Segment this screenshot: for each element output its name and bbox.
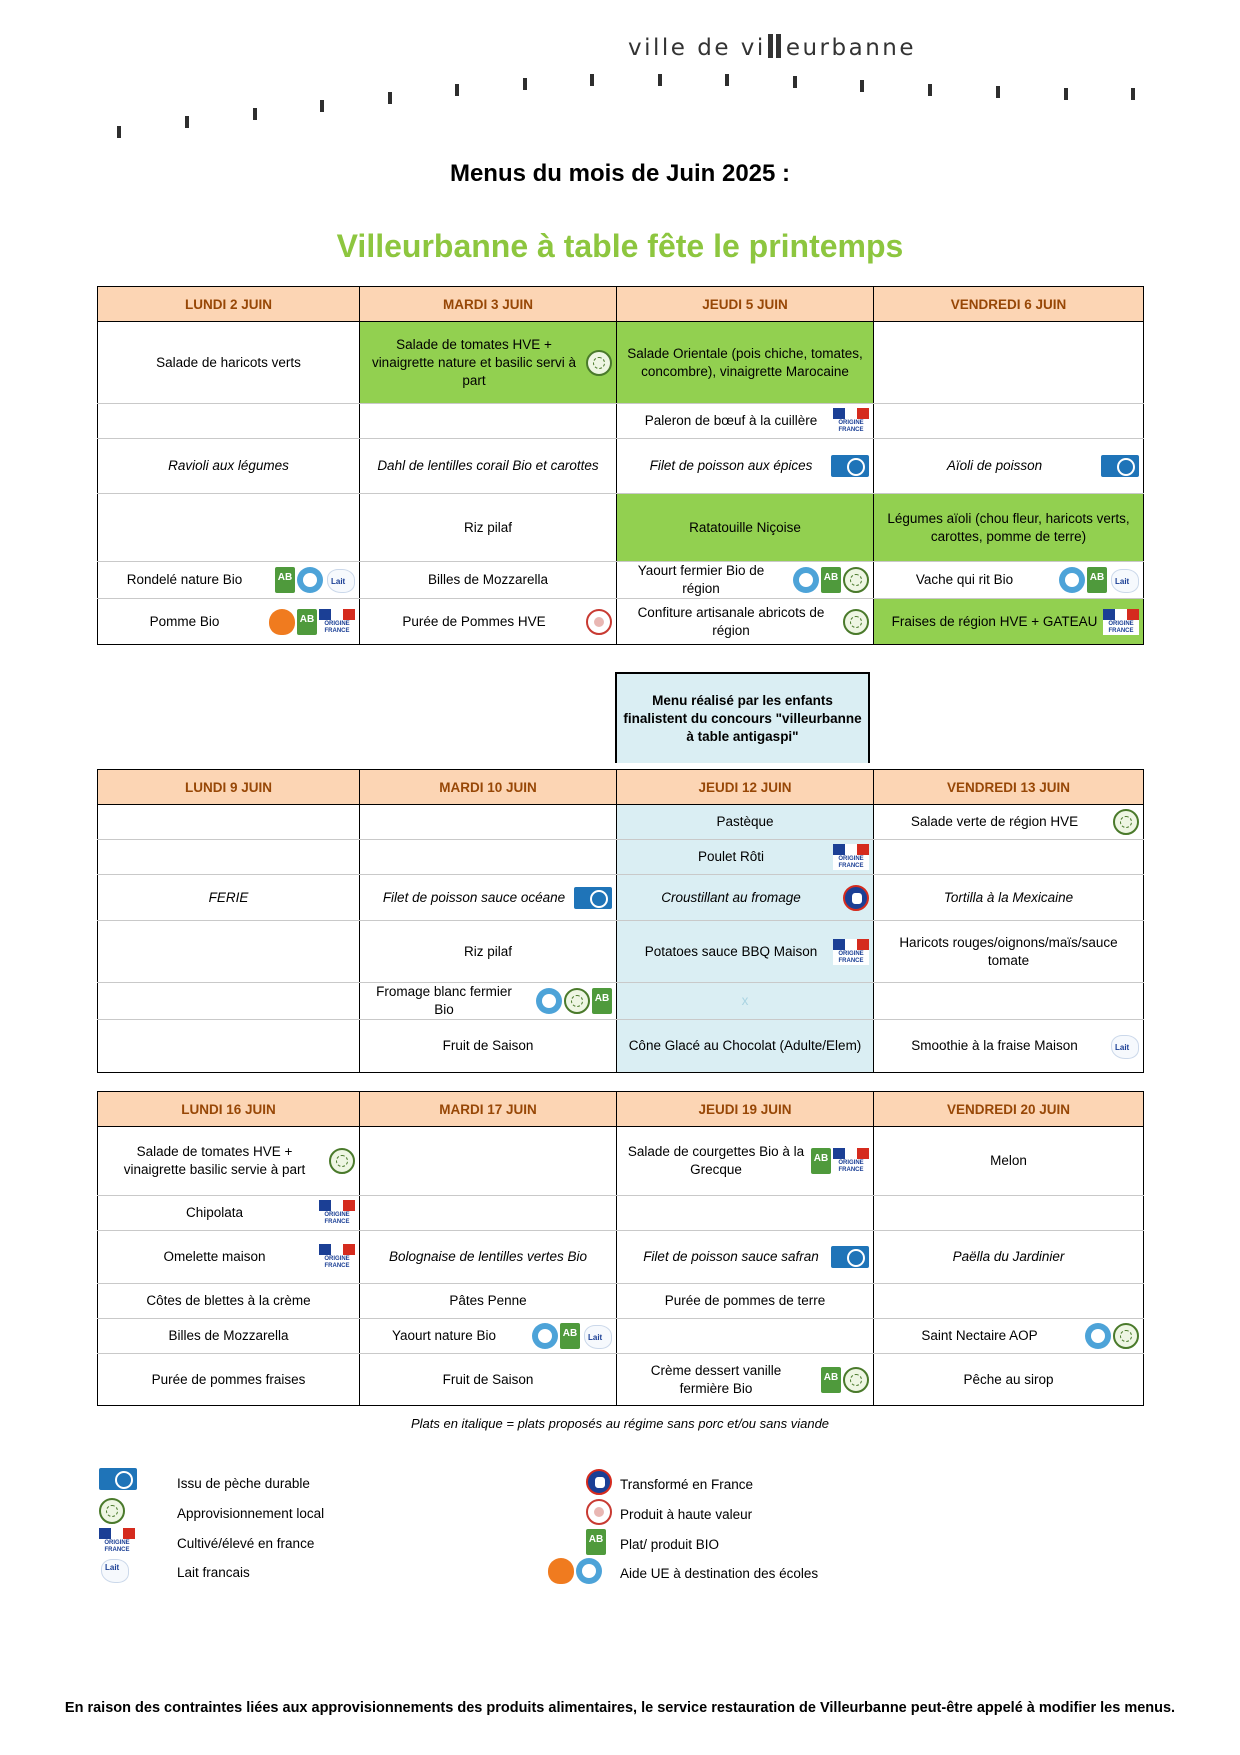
menu-cell: [360, 404, 617, 439]
dish-name: Côtes de blettes à la crème: [146, 1293, 311, 1308]
menu-cell: [98, 805, 360, 840]
menu-cell: [874, 439, 1144, 494]
menu-cell: [360, 1127, 617, 1196]
menu-cell: [874, 840, 1144, 875]
legend-label: Cultivé/élevé en france: [177, 1536, 315, 1551]
menu-cell: [617, 562, 874, 599]
page-header: [0, 0, 1240, 150]
day-header: LUNDI 16 JUIN: [98, 1092, 360, 1127]
dish-name: Haricots rouges/oignons/maïs/sauce tomate: [899, 934, 1118, 968]
local-sourcing-icon: [1113, 809, 1139, 835]
dish-name: Riz pilaf: [463, 519, 512, 535]
menu-cell: [98, 562, 360, 599]
dish-name: Aïoli de poisson: [946, 458, 1043, 473]
logo-tick: [1131, 88, 1135, 100]
day-header-row: [98, 770, 1144, 805]
menu-cell: [360, 1020, 617, 1073]
menu-row: [98, 1231, 1144, 1284]
logo-tick: [860, 80, 864, 92]
high-value-product-icon: [586, 1499, 612, 1525]
menu-cell: [360, 921, 617, 983]
menu-cell: [617, 404, 874, 439]
label-icons: [833, 408, 869, 434]
organic-ab-icon: [821, 1367, 841, 1393]
organic-ab-icon: [297, 609, 317, 635]
legend-icon-group: [586, 1499, 612, 1525]
menu-cell: [617, 494, 874, 562]
dish-name: Bolognaise de lentilles vertes Bio: [388, 1249, 588, 1264]
label-icons: [821, 1367, 869, 1393]
menu-cell: [98, 875, 360, 921]
french-milk-icon: [1109, 567, 1139, 593]
origine-france-icon: [833, 939, 869, 965]
menu-cell: [617, 599, 874, 645]
organic-ab-icon: [275, 567, 295, 593]
menu-cell: [874, 1196, 1144, 1231]
menu-cell: [617, 439, 874, 494]
dish-name: Rondelé nature Bio: [126, 572, 243, 587]
menu-cell: [874, 322, 1144, 404]
label-icons: [536, 988, 612, 1014]
dish-name: Filet de poisson aux épices: [649, 458, 813, 473]
menu-cell: [360, 840, 617, 875]
antigaspi-banner: Menu réalisé par les enfants finalistent du concours "villeurbanne à table antigaspi": [615, 672, 870, 763]
menu-table-week-3: [97, 1091, 1144, 1406]
menu-row: [98, 1284, 1144, 1319]
logo-tick: [455, 84, 459, 96]
label-icons: [811, 1148, 869, 1174]
dish-name: Pêche au sirop: [963, 1371, 1054, 1387]
label-icons: [275, 567, 355, 593]
logo-tick: [1064, 88, 1068, 100]
menu-cell: [98, 840, 360, 875]
legend-icon-group: [548, 1558, 602, 1584]
menu-cell: [360, 1196, 617, 1231]
dish-name: Billes de Mozzarella: [168, 1328, 289, 1343]
origine-france-icon: [319, 1200, 355, 1226]
logo-tick: [523, 78, 527, 90]
logo-tick: [793, 76, 797, 88]
menu-cell: [360, 1284, 617, 1319]
legend-label: Transformé en France: [620, 1477, 754, 1492]
organic-ab-icon: [1087, 567, 1107, 593]
menu-cell: [617, 1354, 874, 1406]
day-header-row: [98, 1092, 1144, 1127]
menu-row: [98, 322, 1144, 404]
legend-icon-group: [99, 1528, 135, 1554]
dish-name: x: [741, 993, 749, 1008]
label-icons: [586, 350, 612, 376]
menu-cell: [617, 1319, 874, 1354]
menu-table-week-1: [97, 286, 1144, 645]
eu-school-aid-icon: [1085, 1323, 1111, 1349]
logo-tick: [590, 74, 594, 86]
menu-cell: [617, 1231, 874, 1284]
label-icons: [532, 1323, 612, 1349]
menu-cell: [617, 875, 874, 921]
local-sourcing-icon: [564, 988, 590, 1014]
legend-label: Approvisionnement local: [177, 1506, 325, 1521]
organic-ab-icon: [821, 567, 841, 593]
fruit-school-aid-icon: [548, 1558, 574, 1584]
dish-name: Filet de poisson sauce océane: [382, 889, 566, 905]
legend-label: Plat/ produit BIO: [620, 1537, 720, 1552]
dish-name: Salade de haricots verts: [156, 354, 301, 370]
dish-name: Paleron de bœuf à la cuillère: [644, 413, 818, 428]
theme-title: Villeurbanne à table fête le printemps: [336, 228, 904, 264]
label-icons: [831, 455, 869, 477]
menu-cell: [617, 921, 874, 983]
menu-row: [98, 1127, 1144, 1196]
menu-cell: [874, 404, 1144, 439]
menu-cell: [98, 322, 360, 404]
day-header-row: [98, 287, 1144, 322]
menu-cell: [874, 1127, 1144, 1196]
menu-cell: [360, 494, 617, 562]
logo-tick: [388, 92, 392, 104]
logo-tick: [117, 126, 121, 138]
logo-tick: [996, 86, 1000, 98]
menu-cell: [98, 1196, 360, 1231]
dish-name: Saint Nectaire AOP: [921, 1328, 1038, 1343]
msc-sustainable-fishing-icon: [831, 455, 869, 477]
menu-cell: [360, 983, 617, 1020]
label-icons: [319, 1200, 355, 1226]
dish-name: Salade verte de région HVE: [910, 814, 1079, 829]
menu-row: [98, 404, 1144, 439]
menu-cell: [617, 1127, 874, 1196]
menu-cell: [617, 1196, 874, 1231]
dish-name: Tortilla à la Mexicaine: [943, 889, 1074, 905]
menu-cell: [360, 875, 617, 921]
dish-name: Potatoes sauce BBQ Maison: [644, 943, 818, 959]
local-sourcing-icon: [329, 1148, 355, 1174]
label-icons: [1059, 567, 1139, 593]
legend-label: Lait francais: [177, 1565, 250, 1580]
menu-cell: [360, 805, 617, 840]
origine-france-icon: [319, 1244, 355, 1270]
menu-row: [98, 983, 1144, 1020]
local-sourcing-icon: [1113, 1323, 1139, 1349]
dish-name: Filet de poisson sauce safran: [643, 1249, 819, 1264]
menu-cell: [360, 1319, 617, 1354]
dish-name: Croustillant au fromage: [661, 889, 801, 905]
menu-row: [98, 840, 1144, 875]
dish-name: FERIE: [208, 889, 249, 905]
dish-name: Riz pilaf: [463, 943, 512, 959]
label-icons: [1103, 609, 1139, 635]
logo-tick: [725, 74, 729, 86]
origine-france-icon: [99, 1528, 135, 1554]
dish-name: Pâtes Penne: [449, 1293, 527, 1308]
menu-cell: [98, 1127, 360, 1196]
menu-cell: [98, 1354, 360, 1406]
dish-name: Billes de Mozzarella: [427, 572, 549, 587]
local-sourcing-icon: [99, 1498, 125, 1524]
menu-cell: [617, 1284, 874, 1319]
legend-label: Aide UE à destination des écoles: [620, 1566, 819, 1581]
eu-school-aid-icon: [536, 988, 562, 1014]
dish-name: Smoothie à la fraise Maison: [911, 1038, 1078, 1053]
made-in-france-icon: [843, 885, 869, 911]
label-icons: [574, 887, 612, 909]
dish-name: Melon: [990, 1153, 1027, 1168]
menu-cell: [360, 322, 617, 404]
label-icons: [793, 567, 869, 593]
menu-cell: [874, 921, 1144, 983]
day-header: VENDREDI 20 JUIN: [874, 1092, 1144, 1127]
menu-row: [98, 1354, 1144, 1406]
french-milk-icon: [99, 1557, 129, 1583]
french-milk-icon: [1109, 1033, 1139, 1059]
logo-tick: [658, 74, 662, 86]
organic-ab-icon: [560, 1323, 580, 1349]
day-header: VENDREDI 6 JUIN: [874, 287, 1144, 322]
menu-row: [98, 494, 1144, 562]
menu-row: [98, 921, 1144, 983]
day-header: JEUDI 19 JUIN: [617, 1092, 874, 1127]
menu-cell: [360, 1354, 617, 1406]
label-icons: [831, 1246, 869, 1268]
dish-name: Crème dessert vanille fermière Bio: [650, 1362, 782, 1396]
eu-school-aid-icon: [1059, 567, 1085, 593]
dish-name: Poulet Rôti: [697, 849, 765, 864]
high-value-product-icon: [586, 609, 612, 635]
dish-name: Yaourt nature Bio: [391, 1328, 497, 1343]
local-sourcing-icon: [843, 567, 869, 593]
menu-row: [98, 562, 1144, 599]
legend-icon-group: [586, 1469, 612, 1495]
menu-row: [98, 1319, 1144, 1354]
menu-row: [98, 875, 1144, 921]
logo-tick: [928, 84, 932, 96]
dish-name: Salade Orientale (pois chiche, tomates, concombre), vinaigrette Marocaine: [627, 345, 863, 379]
menu-cell: [874, 494, 1144, 562]
menu-cell: [617, 1020, 874, 1073]
legend-label: Produit à haute valeur: [620, 1507, 753, 1522]
label-icons: [843, 885, 869, 911]
label-icons: [833, 939, 869, 965]
dish-name: Salade de courgettes Bio à la Grecque: [627, 1144, 805, 1177]
logo-tick: [253, 108, 257, 120]
label-icons: [1085, 1323, 1139, 1349]
menu-cell: [360, 562, 617, 599]
menu-cell: [874, 1354, 1144, 1406]
menu-cell: [874, 1284, 1144, 1319]
french-milk-icon: [582, 1323, 612, 1349]
menu-cell: [98, 983, 360, 1020]
legend-label: Issu de pèche durable: [177, 1476, 310, 1491]
menu-cell: [98, 494, 360, 562]
menu-cell: [874, 1231, 1144, 1284]
menu-cell: [874, 875, 1144, 921]
menu-row: [98, 1020, 1144, 1073]
dish-name: Salade de tomates HVE + vinaigrette nature et basilic servi à part: [371, 336, 577, 388]
day-header: LUNDI 9 JUIN: [98, 770, 360, 805]
made-in-france-icon: [586, 1469, 612, 1495]
menu-cell: [360, 1231, 617, 1284]
menu-cell: [98, 1020, 360, 1073]
msc-sustainable-fishing-icon: [1101, 455, 1139, 477]
eu-school-aid-icon: [297, 567, 323, 593]
menu-cell: [617, 805, 874, 840]
dish-name: Ravioli aux légumes: [168, 458, 289, 473]
dish-name: Ratatouille Niçoise: [689, 519, 801, 535]
organic-ab-icon: [811, 1148, 831, 1174]
local-sourcing-icon: [843, 1367, 869, 1393]
label-icons: [269, 609, 355, 635]
origine-france-icon: [833, 408, 869, 434]
msc-sustainable-fishing-icon: [831, 1246, 869, 1268]
dish-name: Purée de pommes de terre: [664, 1293, 826, 1308]
dish-name: Légumes aïoli (chou fleur, haricots verts, carottes, pomme de terre): [887, 510, 1130, 544]
label-icons: [329, 1148, 355, 1174]
eu-school-aid-icon: [576, 1558, 602, 1584]
dish-name: Salade de tomates HVE + vinaigrette basilic servie à part: [123, 1144, 306, 1177]
day-header: MARDI 17 JUIN: [360, 1092, 617, 1127]
legend-icon-group: [99, 1557, 129, 1583]
label-icons: [833, 844, 869, 870]
label-icons: [1101, 455, 1139, 477]
label-icons: [586, 609, 612, 635]
menu-cell: [98, 1319, 360, 1354]
origine-france-icon: [833, 1148, 869, 1174]
dish-name: Yaourt fermier Bio de région: [637, 563, 765, 596]
origine-france-icon: [833, 844, 869, 870]
legend-icon-group: [586, 1529, 606, 1555]
menu-row: [98, 1196, 1144, 1231]
menu-table-week-2: [97, 769, 1144, 1073]
label-icons: [1113, 809, 1139, 835]
dish-name: Cône Glacé au Chocolat (Adulte/Elem): [628, 1038, 862, 1053]
fruit-school-aid-icon: [269, 609, 295, 635]
logo-tick: [185, 116, 189, 128]
day-header: JEUDI 5 JUIN: [617, 287, 874, 322]
dish-name: Pomme Bio: [149, 613, 220, 629]
menu-cell: [617, 983, 874, 1020]
menu-cell: [874, 805, 1144, 840]
dish-name: Vache qui rit Bio: [915, 572, 1014, 587]
menu-cell: [98, 599, 360, 645]
legend-icon-group: [99, 1468, 137, 1490]
logo-suffix: eurbanne: [785, 35, 916, 61]
menu-row: [98, 439, 1144, 494]
day-header: MARDI 10 JUIN: [360, 770, 617, 805]
logo-bars: [768, 34, 784, 64]
dish-name: Fromage blanc fermier Bio: [376, 984, 512, 1017]
menu-cell: [617, 840, 874, 875]
local-sourcing-icon: [843, 609, 869, 635]
eu-school-aid-icon: [532, 1323, 558, 1349]
msc-sustainable-fishing-icon: [99, 1468, 137, 1490]
dish-name: Purée de pommes fraises: [151, 1371, 306, 1387]
menu-cell: [98, 921, 360, 983]
italic-note: Plats en italique = plats proposés au régime sans porc et/ou sans viande: [410, 1416, 830, 1431]
origine-france-icon: [319, 609, 355, 635]
menu-cell: [617, 322, 874, 404]
dish-name: Fraises de région HVE + GATEAU: [891, 613, 1098, 629]
logo-tick: [320, 100, 324, 112]
menu-cell: [98, 1284, 360, 1319]
month-title: Menus du mois de Juin 2025 :: [449, 160, 791, 187]
menu-cell: [874, 1020, 1144, 1073]
dish-name: Paëlla du Jardinier: [952, 1249, 1065, 1264]
day-header: MARDI 3 JUIN: [360, 287, 617, 322]
menu-row: [98, 805, 1144, 840]
day-header: VENDREDI 13 JUIN: [874, 770, 1144, 805]
menu-row: [98, 599, 1144, 645]
dish-name: Purée de Pommes HVE: [402, 613, 546, 629]
city-logo: [628, 34, 916, 64]
legend-icon-group: [99, 1498, 125, 1524]
menu-cell: [360, 599, 617, 645]
dish-name: Pastèque: [716, 814, 774, 829]
dish-name: Confiture artisanale abricots de région: [637, 604, 825, 638]
logo-prefix: ville de vi: [628, 35, 766, 61]
menu-cell: [98, 404, 360, 439]
day-header: JEUDI 12 JUIN: [617, 770, 874, 805]
day-header: LUNDI 2 JUIN: [98, 287, 360, 322]
menu-cell: [874, 562, 1144, 599]
local-sourcing-icon: [586, 350, 612, 376]
eu-school-aid-icon: [793, 567, 819, 593]
french-milk-icon: [325, 567, 355, 593]
msc-sustainable-fishing-icon: [574, 887, 612, 909]
menu-cell: [874, 983, 1144, 1020]
label-icons: [319, 1244, 355, 1270]
organic-ab-icon: [592, 988, 612, 1014]
menu-cell: [98, 439, 360, 494]
menu-cell: [360, 439, 617, 494]
footer-disclaimer: En raison des contraintes liées aux approvisionnements des produits alimentaires, le service restauration de Villeurbanne peut-être appelé à modifier les menus.: [64, 1700, 1176, 1716]
label-icons: [1109, 1033, 1139, 1059]
organic-ab-icon: [586, 1529, 606, 1555]
dish-name: Fruit de Saison: [442, 1371, 534, 1387]
menu-cell: [874, 1319, 1144, 1354]
dish-name: Fruit de Saison: [442, 1038, 534, 1053]
origine-france-icon: [1103, 609, 1139, 635]
dish-name: Omelette maison: [163, 1249, 266, 1264]
dish-name: Dahl de lentilles corail Bio et carottes: [377, 458, 599, 473]
label-icons: [843, 609, 869, 635]
menu-cell: [874, 599, 1144, 645]
dish-name: Chipolata: [185, 1205, 244, 1220]
menu-cell: [98, 1231, 360, 1284]
